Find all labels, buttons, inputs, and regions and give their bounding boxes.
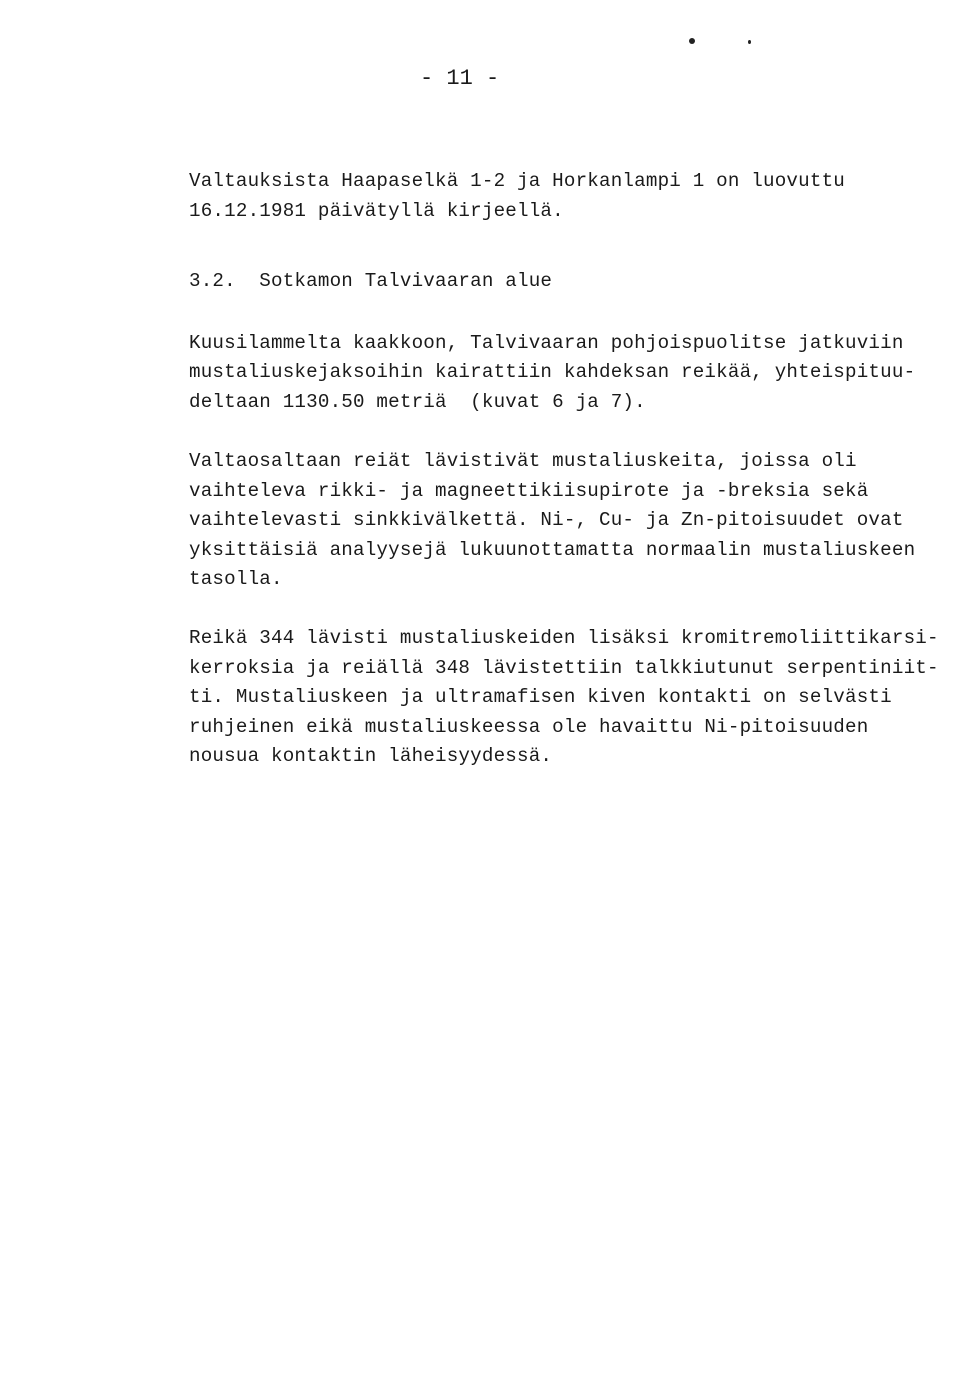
text-line: ruhjeinen eikä mustaliuskeessa ole havaittu Ni-pitoisuuden: [189, 716, 869, 738]
text-line: mustaliuskejaksoihin kairattiin kahdeksan reikää, yhteispituu-: [189, 361, 916, 383]
scan-speck: [689, 38, 695, 44]
text-line: vaihteleva rikki- ja magneettikiisupirote ja -breksia sekä: [189, 480, 869, 502]
text-line: deltaan 1130.50 metriä (kuvat 6 ja 7).: [189, 391, 646, 413]
text-line: 16.12.1981 päivätyllä kirjeellä.: [189, 200, 564, 222]
text-line: nousua kontaktin läheisyydessä.: [189, 745, 553, 767]
page-number: - 11 -: [420, 66, 500, 91]
text-line: Valtaosaltaan reiät lävistivät mustaliuskeita, joissa oli: [189, 450, 857, 472]
text-line: yksittäisiä analyysejä lukuunottamatta normaalin mustaliuskeen: [189, 539, 916, 561]
text-line: ti. Mustaliuskeen ja ultramafisen kiven kontakti on selvästi: [189, 686, 892, 708]
text-line: vaihtelevasti sinkkivälkettä. Ni-, Cu- ja Zn-pitoisuudet ovat: [189, 509, 904, 531]
text-line: tasolla.: [189, 568, 283, 590]
text-line: Reikä 344 lävisti mustaliuskeiden lisäksi kromitremoliittikarsi-: [189, 627, 939, 649]
scan-speck: [748, 40, 751, 44]
text-line: kerroksia ja reiällä 348 lävistettiin talkkiutunut serpentiniit-: [189, 657, 939, 679]
section-heading: 3.2. Sotkamon Talvivaaran alue: [189, 270, 553, 292]
text-line: Valtauksista Haapaselkä 1-2 ja Horkanlampi 1 on luovuttu: [189, 170, 846, 192]
text-line: Kuusilammelta kaakkoon, Talvivaaran pohjoispuolitse jatkuviin: [189, 332, 904, 354]
